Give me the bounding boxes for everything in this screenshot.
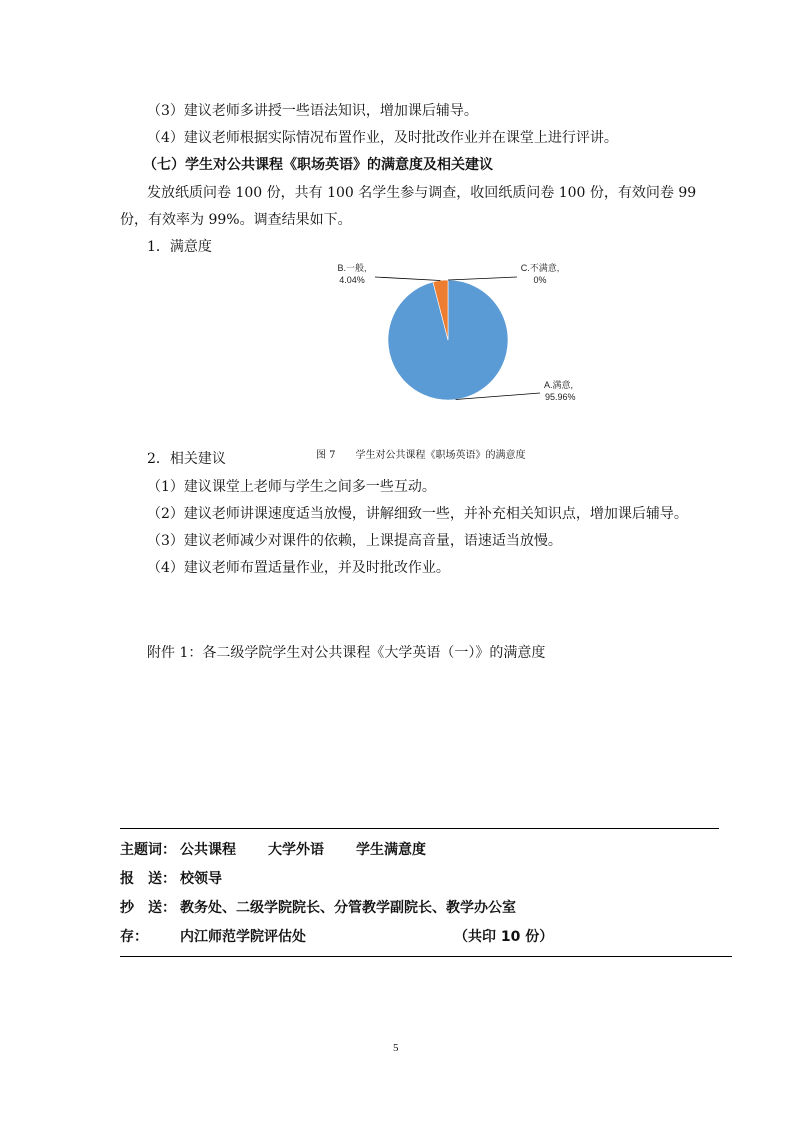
keywords-label: 主题词：	[120, 842, 176, 858]
intro-line-1: 发放纸质问卷 100 份，共有 100 名学生参与调查，收回纸质问卷 100 份，有效问卷 99	[147, 185, 697, 201]
store-label: 存：	[120, 929, 148, 945]
intro-line-2: 份，有效率为 99%。调查结果如下。	[120, 212, 352, 228]
cc-value: 教务处、二级学院院长、分管教学副院长、教学办公室	[180, 900, 516, 916]
keyword-1: 公共课程	[180, 842, 236, 858]
suggestion-3-grammar: （3）建议老师多讲授一些语法知识，增加课后辅导。	[147, 103, 478, 119]
attachment-note: 附件 1：各二级学院学生对公共课程《大学英语（一）》的满意度	[147, 645, 546, 661]
page-number: 5	[393, 1042, 399, 1054]
section-heading: （七）学生对公共课程《职场英语》的满意度及相关建议	[143, 157, 493, 173]
slice-percent-1: 4.04%	[339, 275, 365, 285]
subheading-suggestions: 2．相关建议	[147, 451, 226, 467]
slice-percent-0: 95.96%	[545, 392, 576, 402]
leader-line-2	[448, 277, 517, 280]
report-to-label: 报 送：	[120, 871, 176, 887]
footer-bottom-rule	[120, 956, 732, 957]
store-value: 内江师范学院评估处	[180, 929, 306, 945]
slice-label-1: B.一般,	[337, 263, 367, 273]
suggestion-1: （1）建议课堂上老师与学生之间多一些互动。	[147, 479, 436, 495]
suggestion-4: （4）建议老师布置适量作业，并及时批改作业。	[147, 560, 450, 576]
figure-caption: 图 7 学生对公共课程《职场英语》的满意度	[316, 450, 526, 461]
subheading-satisfaction: 1．满意度	[147, 239, 212, 255]
slice-label-0: A.满意,	[544, 380, 574, 390]
keyword-2: 大学外语	[268, 842, 324, 858]
leader-line-1	[375, 277, 440, 280]
suggestion-3: （3）建议老师减少对课件的依赖，上课提高音量，语速适当放慢。	[147, 533, 562, 549]
suggestion-2: （2）建议老师讲课速度适当放慢，讲解细致一些，并补充相关知识点，增加课后辅导。	[147, 506, 688, 522]
footer-top-rule	[120, 828, 719, 829]
print-count: （共印 10 份）	[454, 929, 554, 945]
keyword-3: 学生满意度	[356, 842, 426, 858]
slice-label-2: C.不满意,	[520, 263, 560, 273]
slice-percent-2: 0%	[533, 275, 547, 285]
report-to-value: 校领导	[180, 871, 222, 887]
cc-label: 抄 送：	[120, 900, 176, 916]
suggestion-4-homework: （4）建议老师根据实际情况布置作业，及时批改作业并在课堂上进行评讲。	[147, 130, 618, 146]
